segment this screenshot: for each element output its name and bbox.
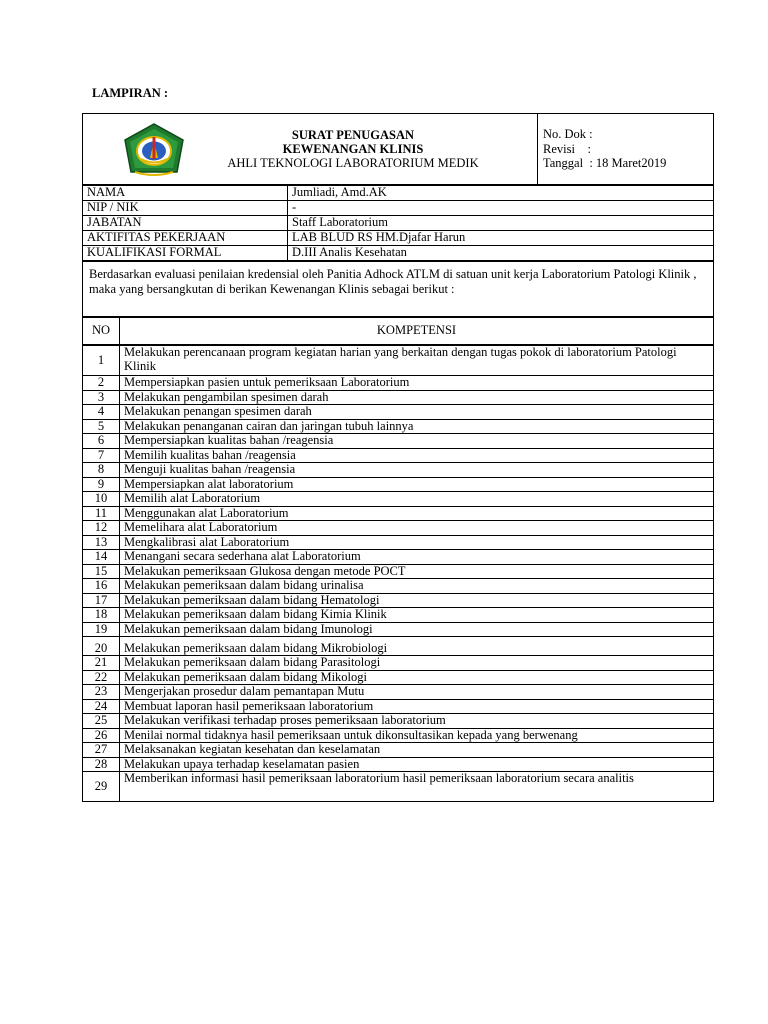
identity-label: NAMA — [83, 186, 288, 201]
competency-number: 28 — [83, 757, 120, 772]
document-frame — [82, 113, 714, 802]
competency-row — [83, 714, 714, 729]
competency-row — [83, 550, 714, 565]
competency-number: 18 — [83, 608, 120, 623]
competency-row — [83, 492, 714, 507]
identity-value: LAB BLUD RS HM.Djafar Harun — [288, 231, 714, 246]
competency-text: Memelihara alat Laboratorium — [120, 521, 714, 536]
competency-row — [83, 419, 714, 434]
document-meta — [543, 127, 666, 171]
competency-number: 13 — [83, 535, 120, 550]
identity-label: JABATAN — [83, 216, 288, 231]
competency-row — [83, 579, 714, 594]
competency-row — [83, 506, 714, 521]
competency-number: 25 — [83, 714, 120, 729]
competency-text: Mempersiapkan alat laboratorium — [120, 477, 714, 492]
header-no: NO — [83, 318, 120, 345]
competency-row — [83, 608, 714, 623]
competency-number: 27 — [83, 743, 120, 758]
document-titles — [193, 128, 513, 170]
competency-number: 29 — [83, 772, 120, 802]
competency-row — [83, 772, 714, 802]
competency-text: Melakukan pengambilan spesimen darah — [120, 390, 714, 405]
competency-row — [83, 564, 714, 579]
identity-label: NIP / NIK — [83, 201, 288, 216]
competency-number: 24 — [83, 699, 120, 714]
competency-text: Melakukan penangan spesimen darah — [120, 405, 714, 420]
competency-number: 7 — [83, 448, 120, 463]
competency-text: Menangani secara sederhana alat Laboratorium — [120, 550, 714, 565]
identity-table — [82, 185, 714, 261]
competency-text: Melakukan pemeriksaan dalam bidang Kimia Klinik — [120, 608, 714, 623]
competency-row — [83, 521, 714, 536]
competency-number: 17 — [83, 593, 120, 608]
identity-row — [83, 216, 714, 231]
competency-text: Melaksanakan kegiatan kesehatan dan keselamatan — [120, 743, 714, 758]
competency-text: Menguji kualitas bahan /reagensia — [120, 463, 714, 478]
competency-number: 23 — [83, 685, 120, 700]
competency-row — [83, 622, 714, 637]
title-kewenangan-klinis: KEWENANGAN KLINIS — [282, 142, 424, 156]
identity-label: AKTIFITAS PEKERJAAN — [83, 231, 288, 246]
identity-value: D.III Analis Kesehatan — [288, 246, 714, 261]
competency-row — [83, 390, 714, 405]
competency-number: 1 — [83, 346, 120, 376]
competency-number: 4 — [83, 405, 120, 420]
attachment-label: LAMPIRAN : — [92, 86, 169, 100]
competency-number: 10 — [83, 492, 120, 507]
doc-number: No. Dok : — [543, 127, 593, 141]
competency-number: 20 — [83, 637, 120, 656]
competency-text: Melakukan pemeriksaan dalam bidang Imunologi — [120, 622, 714, 637]
title-surat-penugasan: SURAT PENUGASAN — [291, 128, 415, 142]
header-kompetensi: KOMPETENSI — [120, 318, 714, 345]
competency-text: Membuat laporan hasil pemeriksaan laboratorium — [120, 699, 714, 714]
competency-row — [83, 728, 714, 743]
competency-text: Melakukan verifikasi terhadap proses pemeriksaan laboratorium — [120, 714, 714, 729]
competency-row — [83, 346, 714, 376]
competency-text: Memilih alat Laboratorium — [120, 492, 714, 507]
competency-text: Melakukan upaya terhadap keselamatan pasien — [120, 757, 714, 772]
competency-number: 11 — [83, 506, 120, 521]
competency-number: 12 — [83, 521, 120, 536]
competency-row — [83, 637, 714, 656]
competency-row — [83, 593, 714, 608]
competency-row — [83, 699, 714, 714]
header-divider — [537, 114, 538, 184]
competency-text: Melakukan penanganan cairan dan jaringan tubuh lainnya — [120, 419, 714, 434]
identity-value: Jumliadi, Amd.AK — [288, 186, 714, 201]
intro-block — [82, 261, 714, 317]
competency-text: Mengerjakan prosedur dalam pemantapan Mutu — [120, 685, 714, 700]
competency-row — [83, 757, 714, 772]
competency-text: Menilai normal tidaknya hasil pemeriksaan untuk dikonsultasikan kepada yang berwenang — [120, 728, 714, 743]
competency-text: Menggunakan alat Laboratorium — [120, 506, 714, 521]
competency-text: Mengkalibrasi alat Laboratorium — [120, 535, 714, 550]
competency-row — [83, 535, 714, 550]
competency-number: 15 — [83, 564, 120, 579]
identity-value: Staff Laboratorium — [288, 216, 714, 231]
identity-row — [83, 246, 714, 261]
competency-text: Melakukan pemeriksaan dalam bidang Mikologi — [120, 670, 714, 685]
competency-row — [83, 405, 714, 420]
competency-number: 26 — [83, 728, 120, 743]
competency-number: 21 — [83, 656, 120, 671]
competency-number: 16 — [83, 579, 120, 594]
competency-row — [83, 477, 714, 492]
identity-row — [83, 231, 714, 246]
competency-text: Mempersiapkan kualitas bahan /reagensia — [120, 434, 714, 449]
competency-number: 8 — [83, 463, 120, 478]
competency-text: Melakukan pemeriksaan dalam bidang Hematologi — [120, 593, 714, 608]
competency-text: Melakukan pemeriksaan Glukosa dengan metode POCT — [120, 564, 714, 579]
competency-number: 6 — [83, 434, 120, 449]
competency-number: 5 — [83, 419, 120, 434]
identity-value: - — [288, 201, 714, 216]
competency-text: Melakukan perencanaan program kegiatan harian yang berkaitan dengan tugas pokok di laboratorium Patologi Klinik — [120, 346, 714, 376]
competency-number: 9 — [83, 477, 120, 492]
competency-number: 19 — [83, 622, 120, 637]
competency-row — [83, 376, 714, 391]
competency-text: Melakukan pemeriksaan dalam bidang urinalisa — [120, 579, 714, 594]
competency-row — [83, 448, 714, 463]
competency-text: Melakukan pemeriksaan dalam bidang Mikrobiologi — [120, 637, 714, 656]
revision: Revisi : — [543, 141, 591, 156]
competency-number: 14 — [83, 550, 120, 565]
title-profession: AHLI TEKNOLOGI LABORATORIUM MEDIK — [227, 156, 479, 170]
competency-table — [82, 345, 714, 802]
competency-row — [83, 685, 714, 700]
competency-row — [83, 434, 714, 449]
competency-text: Mempersiapkan pasien untuk pemeriksaan Laboratorium — [120, 376, 714, 391]
competency-row — [83, 743, 714, 758]
competency-row — [83, 463, 714, 478]
competency-number: 3 — [83, 390, 120, 405]
competency-row — [83, 670, 714, 685]
identity-label: KUALIFIKASI FORMAL — [83, 246, 288, 261]
document-header — [82, 113, 714, 185]
competency-number: 2 — [83, 376, 120, 391]
competency-text: Memberikan informasi hasil pemeriksaan laboratorium hasil pemeriksaan laboratorium secara analitis — [120, 772, 714, 802]
identity-row — [83, 201, 714, 216]
competency-row — [83, 656, 714, 671]
competency-header — [82, 317, 714, 345]
intro-text: Berdasarkan evaluasi penilaian kredensial oleh Panitia Adhock ATLM di satuan unit kerja Laboratorium Patologi Klinik , maka yang bersangkutan di berikan Kewenangan Klinis sebagai berikut : — [83, 262, 714, 317]
competency-text: Memilih kualitas bahan /reagensia — [120, 448, 714, 463]
competency-number: 22 — [83, 670, 120, 685]
date: Tanggal : 18 Maret2019 — [543, 156, 667, 170]
regional-emblem-icon — [121, 122, 187, 180]
competency-text: Melakukan pemeriksaan dalam bidang Parasitologi — [120, 656, 714, 671]
identity-row — [83, 186, 714, 201]
